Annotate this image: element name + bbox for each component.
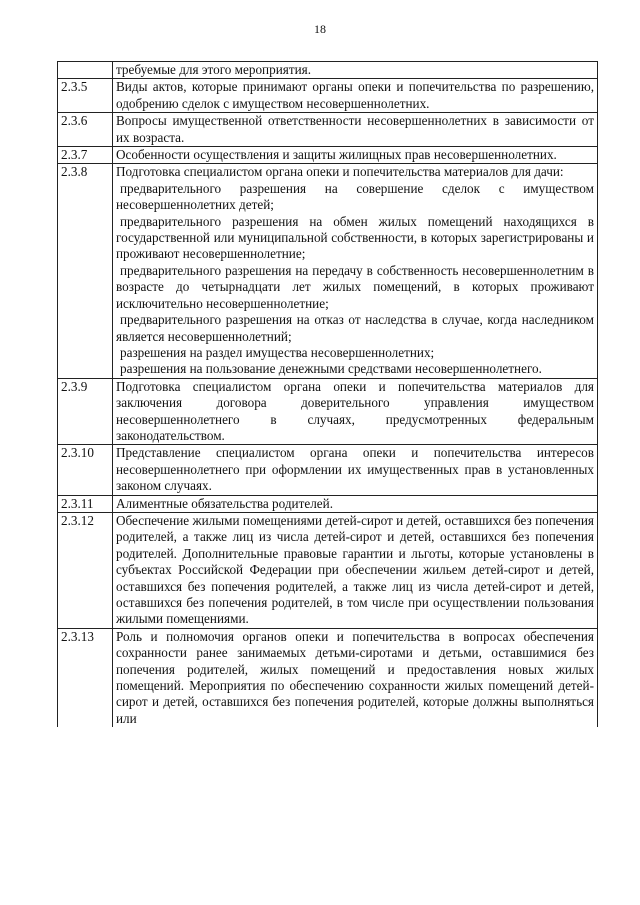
row-content <box>113 62 598 79</box>
row-number: 2.3.6 <box>58 113 113 147</box>
table-row <box>58 378 598 445</box>
content-paragraph: Виды актов, которые принимают органы опеки и попечительства по разрешению, одобрению сделок с имуществом несовершеннолетних. <box>116 79 594 111</box>
content-paragraph: предварительного разрешения на обмен жилых помещений находящихся в государственной или муниципальной собственности, в которых зарегистрированы и проживают несовершеннолетние; <box>116 213 594 262</box>
row-content <box>113 512 598 628</box>
table-row <box>58 164 598 378</box>
content-paragraph: разрешения на пользование денежными средствами несовершеннолетнего. <box>120 361 542 377</box>
content-paragraph: Обеспечение жилыми помещениями детей-сирот и детей, оставшихся без попечения родителей, а также лиц из числа детей-сирот и детей, оставшихся без попечения родителей. Дополнительные правовые гарантии и льготы, которые установлены в субъектах Российской Федерации при обеспечении жильем детей-сирот и детей, оставшихся без попечения родителей, а также лиц из числа детей-сирот и детей, оставшихся без попечения родителей, в том числе при осуществлении пользования жилыми помещениями. <box>116 512 594 627</box>
row-number: 2.3.5 <box>58 79 113 113</box>
row-number: 2.3.13 <box>58 628 113 727</box>
content-paragraph: разрешения на раздел имущества несовершеннолетних; <box>120 344 435 360</box>
table-body <box>58 62 598 728</box>
table-row <box>58 445 598 495</box>
row-number <box>58 62 113 79</box>
row-content <box>113 164 598 378</box>
content-paragraph: Вопросы имущественной ответственности несовершеннолетних в зависимости от их возраста. <box>116 113 594 145</box>
content-paragraph: Особенности осуществления и защиты жилищных прав несовершеннолетних. <box>116 147 557 163</box>
row-number: 2.3.7 <box>58 147 113 164</box>
table-row <box>58 113 598 147</box>
row-content <box>113 628 598 727</box>
row-number: 2.3.8 <box>58 164 113 378</box>
content-paragraph: предварительного разрешения на отказ от наследства в случае, когда наследником является несовершеннолетний; <box>116 312 594 344</box>
content-paragraph: Подготовка специалистом органа опеки и попечительства материалов для заключения договора доверительного управления имуществом несовершеннолетнего в случаях, предусмотренных федеральным законодательством. <box>116 378 594 443</box>
content-paragraph: предварительного разрешения на передачу в собственность несовершеннолетним в возрасте до четырнадцати лет жилых помещений, в которых проживают исключительно несовершеннолетние; <box>116 262 594 311</box>
content-paragraph: Подготовка специалистом органа опеки и попечительства материалов для дачи: <box>116 164 564 180</box>
table-row <box>58 79 598 113</box>
row-content <box>113 378 598 445</box>
content-paragraph: Алиментные обязательства родителей. <box>116 495 334 511</box>
content-paragraph: Представление специалистом органа опеки и попечительства интересов несовершеннолетнего при оформлении их имущественных прав в установленных законом случаях. <box>116 445 594 494</box>
row-number: 2.3.11 <box>58 495 113 512</box>
row-content <box>113 445 598 495</box>
row-number: 2.3.9 <box>58 378 113 445</box>
row-content <box>113 147 598 164</box>
row-content <box>113 79 598 113</box>
row-number: 2.3.10 <box>58 445 113 495</box>
content-paragraph: Роль и полномочия органов опеки и попечительства в вопросах обеспечения сохранности ранее занимаемых детьми-сиротами и детьми, оставшимися без попечения родителей, жилых помещений и предоставления новых жилых помещений. Мероприятия по обеспечению сохранности жилых помещений детей-сирот и детей, оставшихся без попечения родителей, которые должны выполняться или <box>116 628 594 726</box>
page-number: 18 <box>314 22 326 36</box>
content-paragraph: предварительного разрешения на совершение сделок с имуществом несовершеннолетних детей; <box>116 180 594 213</box>
table-row <box>58 512 598 628</box>
table-row <box>58 495 598 512</box>
row-number: 2.3.12 <box>58 512 113 628</box>
curriculum-table <box>57 61 598 727</box>
row-content <box>113 113 598 147</box>
table-row <box>58 147 598 164</box>
table-row <box>58 628 598 727</box>
content-paragraph: требуемые для этого мероприятия. <box>116 62 312 77</box>
table-row <box>58 62 598 79</box>
row-content <box>113 495 598 512</box>
